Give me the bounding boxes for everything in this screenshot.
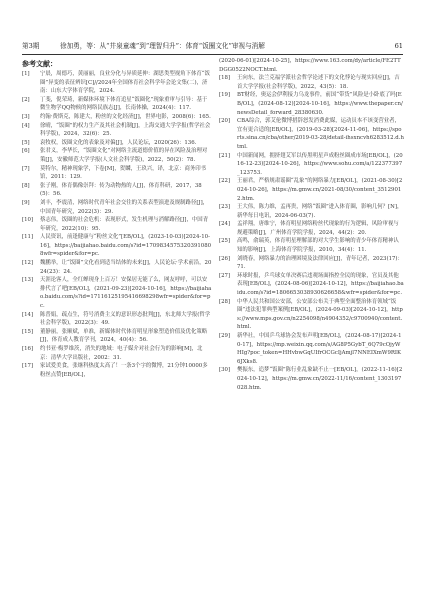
reference-entry (219, 203, 404, 220)
reference-number: [14] (22, 311, 34, 318)
reference-text: 丁斐，倪荣琦，新媒体环境下体育追星“饭圈化”现象重审与引导：基于微生物学QQ物候的网络民族志[J]，长南体操，2024(4)：117. (40, 96, 208, 112)
reference-number: [13] (22, 277, 34, 284)
running-header (22, 40, 403, 52)
reference-number: [26] (219, 255, 231, 262)
reference-number: [30] (219, 367, 231, 374)
reference-number: [16] (22, 346, 34, 352)
reference-entry (219, 237, 404, 254)
reference-text: 宁晨，周德巧，黄丽丽，良业分化与异质延伸：湖思类型视角下体育“饭圈”异变的表征辨识[C]//2024年全国体育社会科学年会论文集(二)，济南：山东大学体育学院，2024. (40, 71, 210, 95)
reference-entry (219, 152, 404, 178)
reference-entry (22, 182, 212, 199)
issue-label: 第3期 (22, 42, 40, 50)
reference-entry (22, 233, 212, 259)
reference-entry (219, 91, 404, 117)
reference-entry (22, 70, 212, 96)
reference-text: 刘丰，李震清，网络时代青年社会交往的关系表型演进及规制路径[J]，中国青年研究，2022(3)：29. (40, 199, 209, 215)
page-number: 61 (394, 42, 403, 50)
reference-text: 魏鹏举，让“饭圈”文化看到适当结体的未来[J]，人民论坛·学术前沿，2024(23)：24. (40, 260, 212, 275)
reference-text: 张子刚，体育偶像崇拜：传为动物热的人[J]，体育科研，2017，38(5)：56. (40, 182, 202, 198)
reference-entry (22, 199, 212, 216)
reference-number: [10] (22, 217, 34, 224)
reference-text: 新华社，中国乒乓球协会发布声明[EB/OL]，(2024-08-17)[2024-10-17]，https://mp.weixin.qq.com/s/AG8P5GybT_6Q79cOjyWHIg?poc_token=HHvbwGqUIfrOCGcIjAmjl7NNEIXmW9RIK6JXks8. (237, 333, 402, 365)
reference-text: BT财经，奥运会伊利接力乌龙事件，前国“带货”风险是小卧底了吗[EB/OL]，(2024-08-12)[2024-10-16]，https://www.thepaper.cn/newsDetail_forward_28380630. (237, 92, 403, 116)
reference-text: 孟祥翔，唐维宁，体育明星网络粉丝代现象的行为逻辑，风险审视与规避策略[J]，广州体育学院学报，2024，44(2)：20. (237, 221, 399, 236)
reference-number: [6] (22, 148, 30, 155)
reference-number: [11] (22, 234, 34, 241)
reference-text: 张君义，李华长，“饭圈文化”对网络主流道德价值的异在风险及治理对策[J]，安徽师范大学学报(人文社会科学版)，2022，50(2)：78. (40, 148, 208, 163)
references-heading: 参考文献： (22, 59, 57, 68)
reference-number: [27] (219, 272, 231, 279)
reference-entry (22, 122, 212, 139)
reference-text: 袁牧权，饭圈文化的表象及对偏[J]，人民论坛，2020(26)：136. (40, 139, 197, 146)
reference-text: 陈普娟，疏点生，符号消费主义的意识形态批判[J]，东北师大学报(哲学社会科学版)，2022(3)：49. (40, 311, 211, 327)
reference-number: [20] (219, 118, 231, 125)
reference-text: 约书亚·梅罗维茨，消失的地域：电子媒介对社会行为的影响[M]，北京：清华大学出版社，2002：31. (40, 346, 203, 361)
reference-text: 董静丽，张顺斌，单准，新媒体时代体育明星形象塑造价值及优化策略[J]，体育成人教育学刊，2024，40(4)：56. (40, 328, 208, 344)
reference-entry (219, 117, 404, 151)
reference-number: [1] (22, 71, 30, 77)
reference-entry (219, 332, 404, 366)
reference-text: 刘晓春，网络暴力的治理困境及法律回应[J]，青年记者，2023(17)：71. (237, 255, 403, 271)
reference-text: CBA综合，郭艾伦微博措辞怒发消费此媒，运动员本不该变营业者，宜有更合适的[EB/OL]，(2019-03-28)[2024-11-06]，https://sports.sina.cn/cba/other/2019-03-28/detail-ihsxncvh6283512.d.html. (237, 118, 404, 150)
reference-number: [15] (22, 328, 34, 335)
reference-entry (22, 147, 212, 164)
reference-entry (22, 328, 212, 345)
reference-entry (22, 311, 212, 328)
reference-number: [2] (22, 96, 30, 103)
reference-number: [19] (219, 92, 231, 99)
reference-text: 王向东，法兰克福学派社会哲学论述下的文化悖论与现实回应[J]，吉首大学学报(社会科学版)，2022，43(5)：18. (237, 75, 400, 90)
reference-number: [17] (22, 363, 34, 370)
reference-entry (219, 177, 404, 203)
reference-number: [25] (219, 238, 231, 245)
reference-entry (219, 272, 404, 298)
reference-number: [4] (22, 122, 30, 129)
reference-number: [5] (22, 139, 30, 146)
reference-number: [28] (219, 298, 231, 305)
reference-text: 樊振东，追梦“饭圈”陈行业乱象缺不止一[EB/OL]，(2022-11-16)[2024-10-12]，https://m.gmw.cn/2022-11/16/content_1303197028.htm. (237, 367, 403, 391)
reference-number: [21] (219, 152, 231, 159)
reference-continuation: (2020-06-01)[2024-10-25]，https://www.163.com/dy/article/FE2TTDGG0522NOCT.html. (219, 58, 401, 73)
reference-entry (22, 259, 212, 276)
reference-number: [22] (219, 178, 231, 185)
reference-entry (22, 345, 212, 362)
reference-entry (22, 276, 212, 310)
reference-entry (22, 96, 212, 113)
reference-text: 约翰·费斯克，陈建大，粉丝的文化经济[J]，世界电影，2008(6)：165. (40, 113, 211, 120)
running-title: 徐加勇，等：从“井泉童魂”到“理智归升”：体育“饭圈文化”审视与消解 (60, 42, 265, 50)
reference-text: 王大伟，陈力维，孟再贵，网络“饭圈”进入体育圈，影响几何？[N]，新华每日电讯，2024-06-03(7). (237, 204, 403, 219)
references-left-column (22, 70, 212, 379)
header-rule (22, 54, 403, 55)
reference-entry (22, 362, 212, 379)
reference-text: 天涯论客人，全红蝉现身上百万！安保居无能了么，网友呼呼，可以安排代言了吧[EB/OL]，(2021-09-23)[2024-10-16]，https://baijiahao.baidu.com/s?id=17116125195416698298wfr=spider&for=pc. (40, 277, 212, 310)
reference-number: [3] (22, 113, 30, 120)
reference-text: 人民资讯，前逢健康与“粉丝文化”[EB/OL]，(2023-10-03)[2024-10-16]，https://baijiahao.baidu.com/s?id=17098345753203910808wfr=spider&for=pc. (40, 234, 212, 258)
reference-entry (219, 366, 404, 392)
reference-entry (22, 165, 212, 182)
reference-text: 中国新闻网，拥挤翅艾军以传黑明星声成粉丝圈成市场[EB/OL]，(2016-12-23)[2024-10-26]，https://www.sohu.com/a/122377397_123753. (237, 152, 403, 176)
references-right-column (219, 57, 404, 392)
reference-number: [23] (219, 204, 231, 211)
reference-number: [7] (22, 165, 30, 172)
reference-number: [12] (22, 260, 34, 267)
reference-number: [29] (219, 333, 231, 339)
reference-entry (22, 113, 212, 122)
reference-entry (219, 255, 404, 272)
reference-number: [9] (22, 199, 30, 206)
reference-text: 王丽君，严格规肃谣圈“乱象”的网络暴力[EB/OL]，(2021-08-30)[2024-10-26]，https://m.gmw.cn/2021-08/30/content_35129012.htm. (237, 178, 403, 202)
reference-entry (219, 74, 404, 91)
reference-entry (22, 216, 212, 233)
reference-number: [8] (22, 182, 30, 189)
reference-entry (219, 220, 404, 237)
reference-text: 蔡志伟，饭圈的社会危机：表现形式，发生机理与消解路径[J]，中国青年研究，2022(10)：95. (40, 217, 209, 232)
reference-text: 徐晴，“饭圈”的权力生产及其社会机制[J]，上海交通大学学报(哲学社会科学版)，2024，32(6)：25. (40, 122, 211, 138)
reference-text: 莫特尔，精神现象学，下卷[M]，贺麟，王玖兴，译，北京：商务印书馆，2011：129. (40, 165, 207, 181)
reference-text: 家试爱美食，张继科热度太高了！一条3个字的微博，21分钟10000多粉丝点赞[EB/OL]， (40, 363, 208, 378)
reference-text: 环球时报，乒乓球女单决赛后违观场面指控全民的现象，官员及其他表现[EB/OL]，(2024-08-06)[2024-10-12]，https://baijiahao.baidu.com/s?id=1806653038930626658&wfr=spider&for=pc. (237, 272, 404, 297)
reference-text: 高鸣，俞瑞英，体育明星理解部的对大学生影响的青少年体育精神认知的影响[J]，上海体育学院学报，2010，34(4)：11. (237, 238, 399, 254)
reference-entry (219, 298, 404, 332)
reference-number: [18] (219, 75, 231, 82)
reference-number: [24] (219, 221, 231, 228)
reference-entry (22, 139, 212, 148)
reference-text: 中华人民共和国公安部，公安部公布关于典型全面整治体育领域“饭圈”违法犯罪典型案例[EB/OL]，(2024-09-03)[2024-10-12]，https://www.mps.gov.cn/n2254098/n4904352/c9700940/content.html. (237, 298, 403, 331)
